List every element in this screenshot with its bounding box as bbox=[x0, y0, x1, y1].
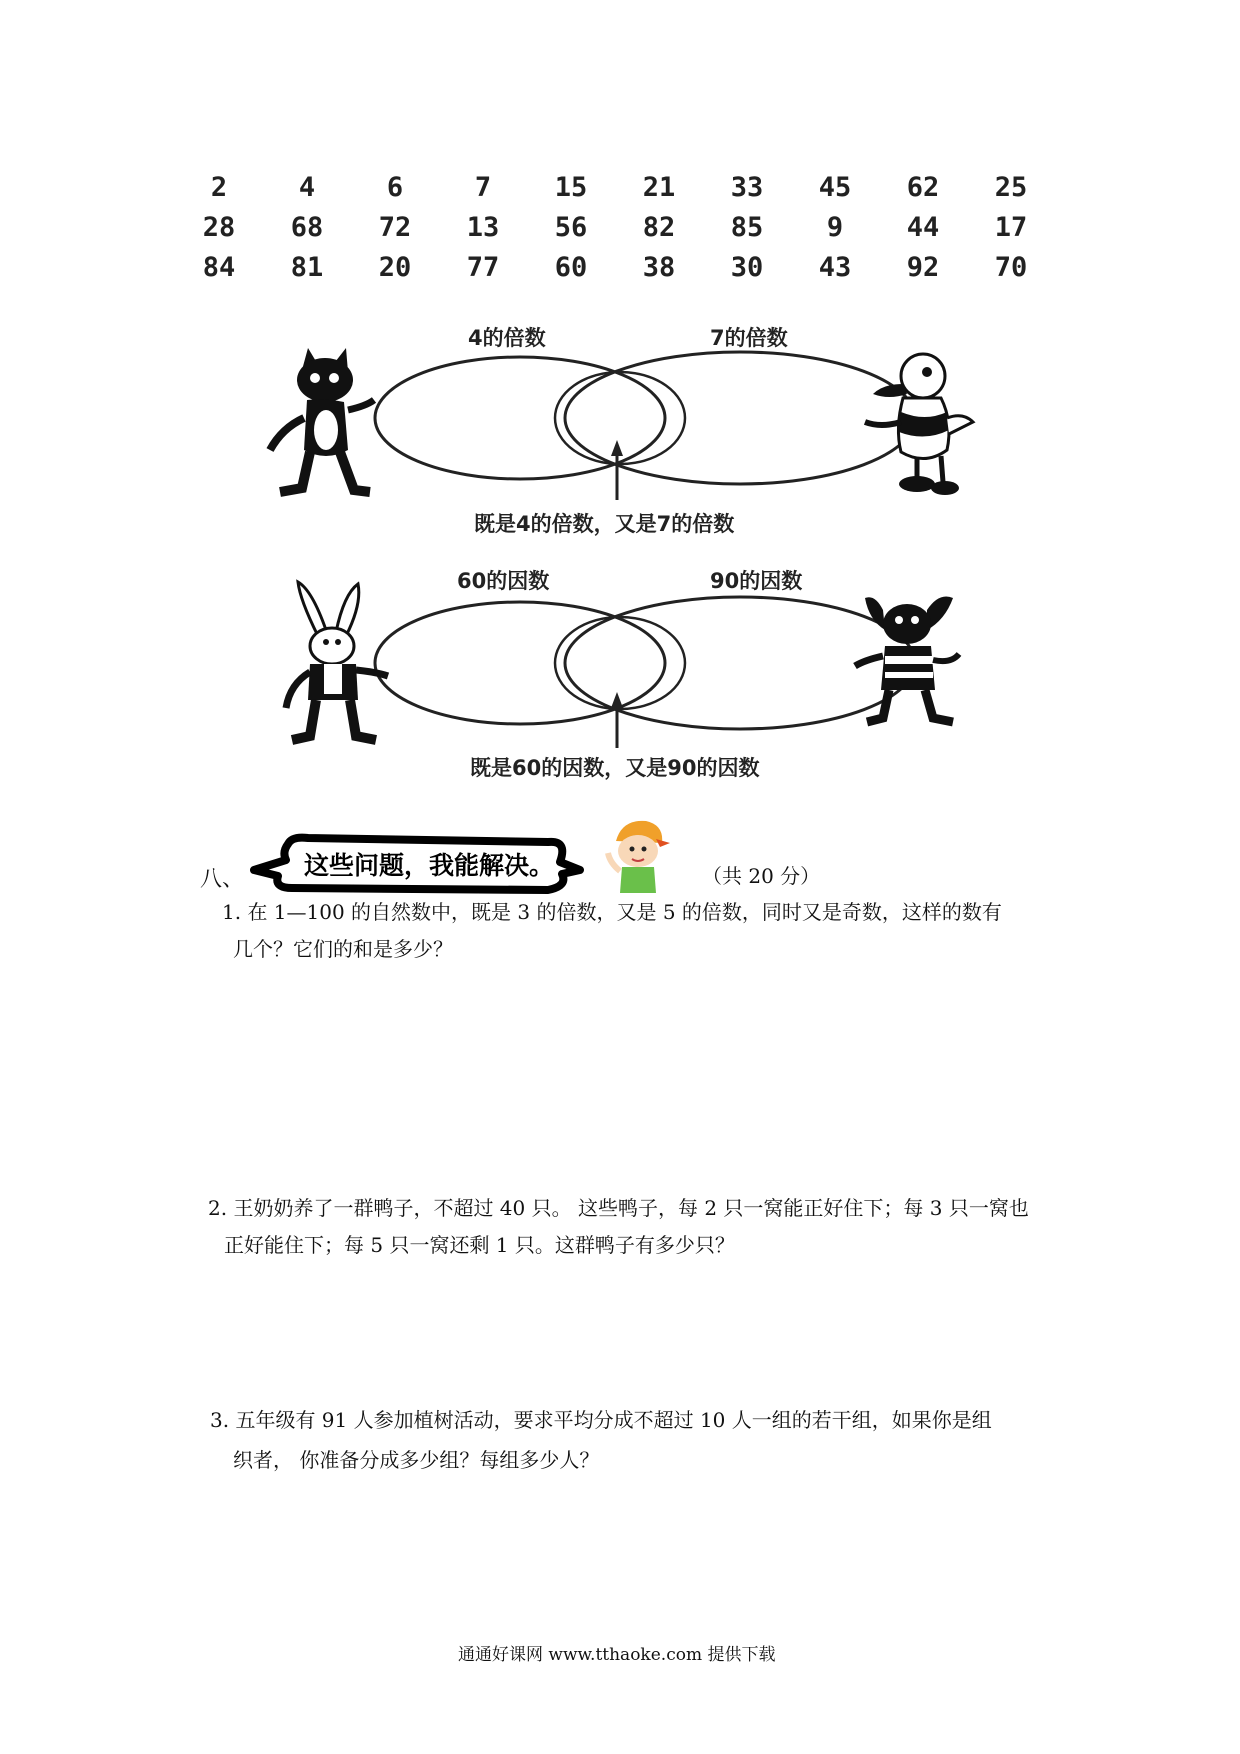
grid-number: 9 bbox=[826, 212, 844, 243]
grid-number: 85 bbox=[730, 212, 764, 243]
grid-number: 77 bbox=[466, 252, 500, 283]
question-1-line-1: 1. 在 1—100 的自然数中，既是 3 的倍数，又是 5 的倍数，同时又是奇数，这样的数有 bbox=[222, 900, 1002, 924]
page-footer: 通通好课网 www.tthaoke.com 提供下载 bbox=[458, 1645, 776, 1665]
grid-number: 92 bbox=[906, 252, 940, 283]
grid-number: 33 bbox=[730, 172, 764, 203]
grid-number: 81 bbox=[290, 252, 324, 283]
question-3-line-2: 织者， 你准备分成多少组？每组多少人？ bbox=[233, 1448, 600, 1472]
venn1-left-label: 4的倍数 bbox=[468, 326, 546, 350]
grid-number: 6 bbox=[386, 172, 404, 203]
question-3-line-1: 3. 五年级有 91 人参加植树活动，要求平均分成不超过 10 人一组的若干组，如果你是组 bbox=[210, 1408, 992, 1432]
grid-number: 25 bbox=[994, 172, 1028, 203]
boy-with-cap-icon bbox=[602, 815, 672, 895]
grid-number: 38 bbox=[642, 252, 676, 283]
grid-number: 60 bbox=[554, 252, 588, 283]
grid-number: 70 bbox=[994, 252, 1028, 283]
grid-number: 56 bbox=[554, 212, 588, 243]
grid-number: 84 bbox=[202, 252, 236, 283]
grid-number: 30 bbox=[730, 252, 764, 283]
grid-number: 2 bbox=[210, 172, 228, 203]
venn2-left-label: 60的因数 bbox=[457, 569, 550, 593]
grid-number: 43 bbox=[818, 252, 852, 283]
venn2-bottom-label: 既是60的因数，又是90的因数 bbox=[470, 756, 760, 780]
grid-number: 44 bbox=[906, 212, 940, 243]
question-2-line-1: 2. 王奶奶养了一群鸭子，不超过 40 只。 这些鸭子，每 2 只一窝能正好住下；每 3 只一窝也 bbox=[208, 1196, 1029, 1220]
section-number: 八、 bbox=[200, 867, 245, 892]
venn1-right-label: 7的倍数 bbox=[710, 326, 788, 350]
grid-number: 7 bbox=[474, 172, 492, 203]
grid-number: 4 bbox=[298, 172, 316, 203]
badge-text: 这些问题，我能解决。 bbox=[304, 851, 555, 880]
grid-number: 68 bbox=[290, 212, 324, 243]
rabbit-icon bbox=[280, 580, 390, 750]
grid-number: 62 bbox=[906, 172, 940, 203]
question-1-line-2: 几个？它们的和是多少？ bbox=[233, 937, 453, 961]
section-score: （共 20 分） bbox=[702, 864, 821, 888]
grid-number: 15 bbox=[554, 172, 588, 203]
grid-number: 82 bbox=[642, 212, 676, 243]
venn2-right-label: 90的因数 bbox=[710, 569, 803, 593]
question-2-line-2: 正好能住下；每 5 只一窝还剩 1 只。这群鸭子有多少只？ bbox=[224, 1233, 735, 1257]
venn2-arrowhead bbox=[611, 692, 623, 708]
grid-number: 21 bbox=[642, 172, 676, 203]
grid-number: 28 bbox=[202, 212, 236, 243]
grid-number: 72 bbox=[378, 212, 412, 243]
venn2-ellipses bbox=[0, 0, 1240, 800]
venn1-bottom-label: 既是4的倍数，又是7的倍数 bbox=[474, 512, 735, 536]
grid-number: 45 bbox=[818, 172, 852, 203]
grid-number: 13 bbox=[466, 212, 500, 243]
dog-icon bbox=[855, 590, 965, 730]
grid-number: 20 bbox=[378, 252, 412, 283]
grid-number: 17 bbox=[994, 212, 1028, 243]
